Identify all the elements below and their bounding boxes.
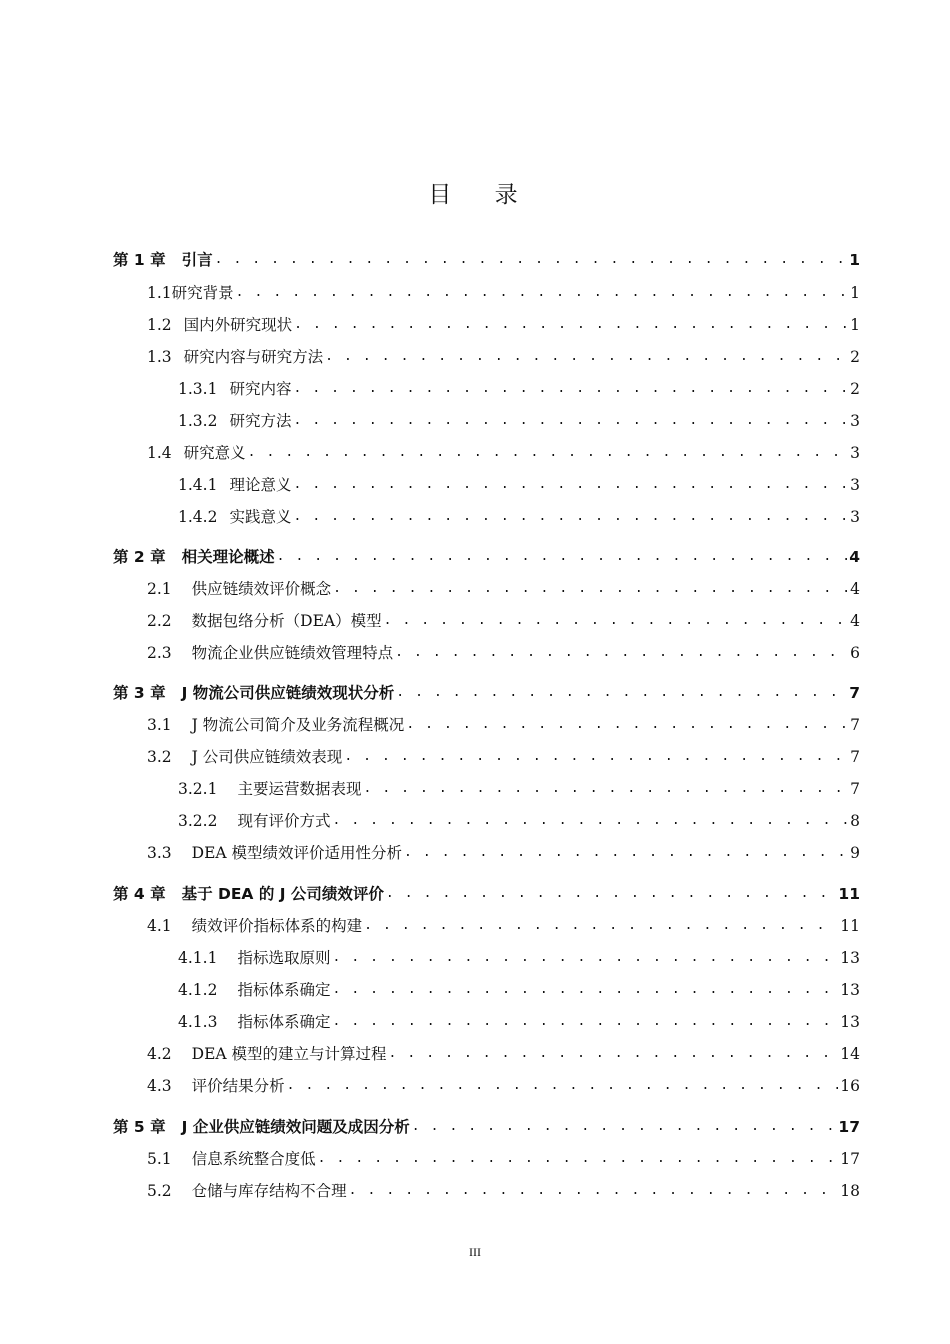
toc-entry-title: 指标体系确定 <box>237 981 331 999</box>
toc-entry-page: 3 <box>850 476 860 494</box>
toc-entry[interactable] <box>113 682 860 704</box>
dot-leader <box>248 442 848 464</box>
toc-entry-number: 4.3 <box>147 1077 172 1095</box>
toc-entry-title: DEA 模型的建立与计算过程 <box>191 1045 387 1063</box>
toc-entry[interactable] <box>178 810 860 832</box>
toc-entry-number: 3.2.2 <box>178 812 218 830</box>
toc-entry[interactable] <box>147 1075 860 1097</box>
toc-entry-page: 8 <box>850 812 860 830</box>
toc-entry-page: 4 <box>850 580 860 598</box>
toc-entry-title: J 公司供应链绩效表现 <box>191 748 343 766</box>
toc-entry[interactable] <box>147 915 860 937</box>
dot-leader <box>287 1075 839 1097</box>
toc-entry-title: 绩效评价指标体系的构建 <box>191 917 363 935</box>
toc-entry-page: 13 <box>840 949 860 967</box>
toc-entry-page: 13 <box>840 1013 860 1031</box>
toc-entry-title: 现有评价方式 <box>237 812 331 830</box>
toc-entry-page: 17 <box>840 1150 860 1168</box>
toc-entry-page: 7 <box>850 748 860 766</box>
toc-entry-number: 第 1 章 <box>113 251 166 269</box>
dot-leader <box>344 746 848 768</box>
dot-leader <box>332 810 848 832</box>
toc-entry[interactable] <box>178 778 860 800</box>
dot-leader <box>293 506 848 528</box>
toc-entry-page: 9 <box>850 844 860 862</box>
toc-entry-number: 3.2.1 <box>178 780 218 798</box>
toc-entry[interactable] <box>178 1011 860 1033</box>
toc-entry-page: 2 <box>850 380 860 398</box>
dot-leader <box>333 578 848 600</box>
toc-entry-page: 18 <box>840 1182 860 1200</box>
dot-leader <box>364 915 838 937</box>
toc-entry[interactable] <box>147 578 860 600</box>
toc-entry[interactable] <box>147 314 860 336</box>
toc-entry-page: 6 <box>850 644 860 662</box>
dot-leader <box>215 249 848 271</box>
toc-entry-page: 14 <box>840 1045 860 1063</box>
toc-entry[interactable] <box>113 249 860 271</box>
dot-leader <box>396 682 847 704</box>
toc-entry-title: 信息系统整合度低 <box>191 1150 316 1168</box>
toc-entry-number: 第 3 章 <box>113 684 166 702</box>
toc-entry-number: 4.1 <box>147 917 172 935</box>
toc-entry-page: 4 <box>849 548 860 566</box>
toc-entry-title: J 企业供应链绩效问题及成因分析 <box>181 1118 410 1136</box>
dot-leader <box>332 1011 838 1033</box>
toc-entry-title: 研究方法 <box>229 412 292 430</box>
dot-leader <box>386 883 837 905</box>
toc-entry[interactable] <box>113 1116 860 1138</box>
toc-entry-number: 4.1.1 <box>178 949 218 967</box>
toc-entry-number: 5.2 <box>147 1182 172 1200</box>
toc-entry-title: 指标选取原则 <box>237 949 331 967</box>
toc-entry-title: 指标体系确定 <box>237 1013 331 1031</box>
toc-entry[interactable] <box>147 346 860 368</box>
dot-leader <box>384 610 848 632</box>
toc-entry-page: 3 <box>850 412 860 430</box>
toc-entry-number: 第 4 章 <box>113 885 166 903</box>
toc-entry-number: 1.3.2 <box>178 412 218 430</box>
toc-entry[interactable] <box>178 410 860 432</box>
toc-entry-page: 2 <box>850 348 860 366</box>
toc-entry[interactable] <box>113 883 860 905</box>
toc-entry-title: DEA 模型绩效评价适用性分析 <box>191 844 403 862</box>
toc-entry-title: 相关理论概述 <box>181 548 275 566</box>
toc-entry[interactable] <box>178 947 860 969</box>
toc-entry[interactable] <box>147 1148 860 1170</box>
toc-entry-title: 基于 DEA 的 J 公司绩效评价 <box>181 885 384 903</box>
toc-entry-number: 3.3 <box>147 844 172 862</box>
toc-entry[interactable] <box>147 442 860 464</box>
toc-entry[interactable] <box>147 746 860 768</box>
dot-leader <box>349 1180 839 1202</box>
dot-leader <box>294 314 848 336</box>
toc-entry-title: 数据包络分析（DEA）模型 <box>191 612 382 630</box>
toc-entry[interactable] <box>147 1043 860 1065</box>
dot-leader <box>406 714 848 736</box>
toc-entry[interactable] <box>178 506 860 528</box>
toc-entry-number: 3.1 <box>147 716 172 734</box>
page-number-footer: III <box>469 1245 481 1259</box>
toc-entry-title: 仓储与库存结构不合理 <box>191 1182 347 1200</box>
toc-entry-page: 1 <box>849 251 860 269</box>
toc-entry[interactable] <box>147 1180 860 1202</box>
toc-entry-page: 13 <box>840 981 860 999</box>
dot-leader <box>389 1043 839 1065</box>
toc-entry[interactable] <box>178 378 860 400</box>
toc-entry-page: 16 <box>840 1077 860 1095</box>
toc-entry-number: 5.1 <box>147 1150 172 1168</box>
toc-entry-title: 研究意义 <box>183 444 246 462</box>
toc-entry[interactable] <box>147 642 860 664</box>
toc-entry-title: 供应链绩效评价概念 <box>191 580 332 598</box>
toc-entry-number: 第 5 章 <box>113 1118 166 1136</box>
toc-entry-number: 2.1 <box>147 580 172 598</box>
dot-leader <box>412 1116 837 1138</box>
toc-entry-title: 研究背景 <box>171 284 234 302</box>
dot-leader <box>395 642 848 664</box>
page-title: 目 录 <box>428 182 536 208</box>
toc-entry-page: 4 <box>850 612 860 630</box>
toc-entry[interactable] <box>147 842 860 864</box>
toc-entry-page: 3 <box>850 444 860 462</box>
dot-leader <box>277 546 848 568</box>
dot-leader <box>325 346 848 368</box>
toc-entry[interactable] <box>113 546 860 568</box>
toc-entry-title: 研究内容 <box>229 380 292 398</box>
toc-entry-number: 4.2 <box>147 1045 172 1063</box>
toc-entry-number: 1.4.1 <box>178 476 218 494</box>
toc-entry-page: 1 <box>850 284 860 302</box>
dot-leader <box>318 1148 839 1170</box>
toc-entry-title: 理论意义 <box>229 476 292 494</box>
toc-entry-title: 物流企业供应链绩效管理特点 <box>191 644 394 662</box>
toc-entry-title: J 物流公司简介及业务流程概况 <box>191 716 405 734</box>
toc-entry[interactable] <box>147 610 860 632</box>
toc-entry-number: 1.4 <box>147 444 172 462</box>
toc-entry[interactable] <box>147 282 860 304</box>
toc-entry-page: 7 <box>849 684 860 702</box>
toc-entry-number: 第 2 章 <box>113 548 166 566</box>
dot-leader <box>293 378 848 400</box>
dot-leader <box>332 979 838 1001</box>
toc-entry-page: 3 <box>850 508 860 526</box>
toc-entry-number: 1.3.1 <box>178 380 218 398</box>
toc-entry-page: 11 <box>840 917 860 935</box>
toc-entry[interactable] <box>178 979 860 1001</box>
toc-entry-number: 2.2 <box>147 612 172 630</box>
toc-entry-page: 1 <box>850 316 860 334</box>
toc-entry-number: 2.3 <box>147 644 172 662</box>
toc-entry-title: 研究内容与研究方法 <box>183 348 324 366</box>
dot-leader <box>236 282 848 304</box>
toc-entry-number: 1.3 <box>147 348 172 366</box>
toc-entry[interactable] <box>147 714 860 736</box>
toc-entry-title: 国内外研究现状 <box>183 316 293 334</box>
toc-entry-page: 17 <box>838 1118 860 1136</box>
toc-entry-page: 7 <box>850 716 860 734</box>
dot-leader <box>293 474 848 496</box>
toc-entry-number: 3.2 <box>147 748 172 766</box>
toc-entry-page: 7 <box>850 780 860 798</box>
toc-entry-number: 1.1 <box>147 284 172 302</box>
toc-entry-title: 引言 <box>181 251 213 269</box>
toc-entry-number: 1.4.2 <box>178 508 218 526</box>
toc-entry-title: J 物流公司供应链绩效现状分析 <box>181 684 395 702</box>
toc-entry-page: 11 <box>838 885 860 903</box>
dot-leader <box>293 410 848 432</box>
toc-entry-title: 实践意义 <box>229 508 292 526</box>
dot-leader <box>404 842 848 864</box>
toc-entry-number: 4.1.2 <box>178 981 218 999</box>
toc-entry-title: 评价结果分析 <box>191 1077 285 1095</box>
dot-leader <box>332 947 838 969</box>
toc-entry[interactable] <box>178 474 860 496</box>
toc-entry-number: 1.2 <box>147 316 172 334</box>
dot-leader <box>363 778 848 800</box>
toc-entry-number: 4.1.3 <box>178 1013 218 1031</box>
toc-entry-title: 主要运营数据表现 <box>237 780 362 798</box>
